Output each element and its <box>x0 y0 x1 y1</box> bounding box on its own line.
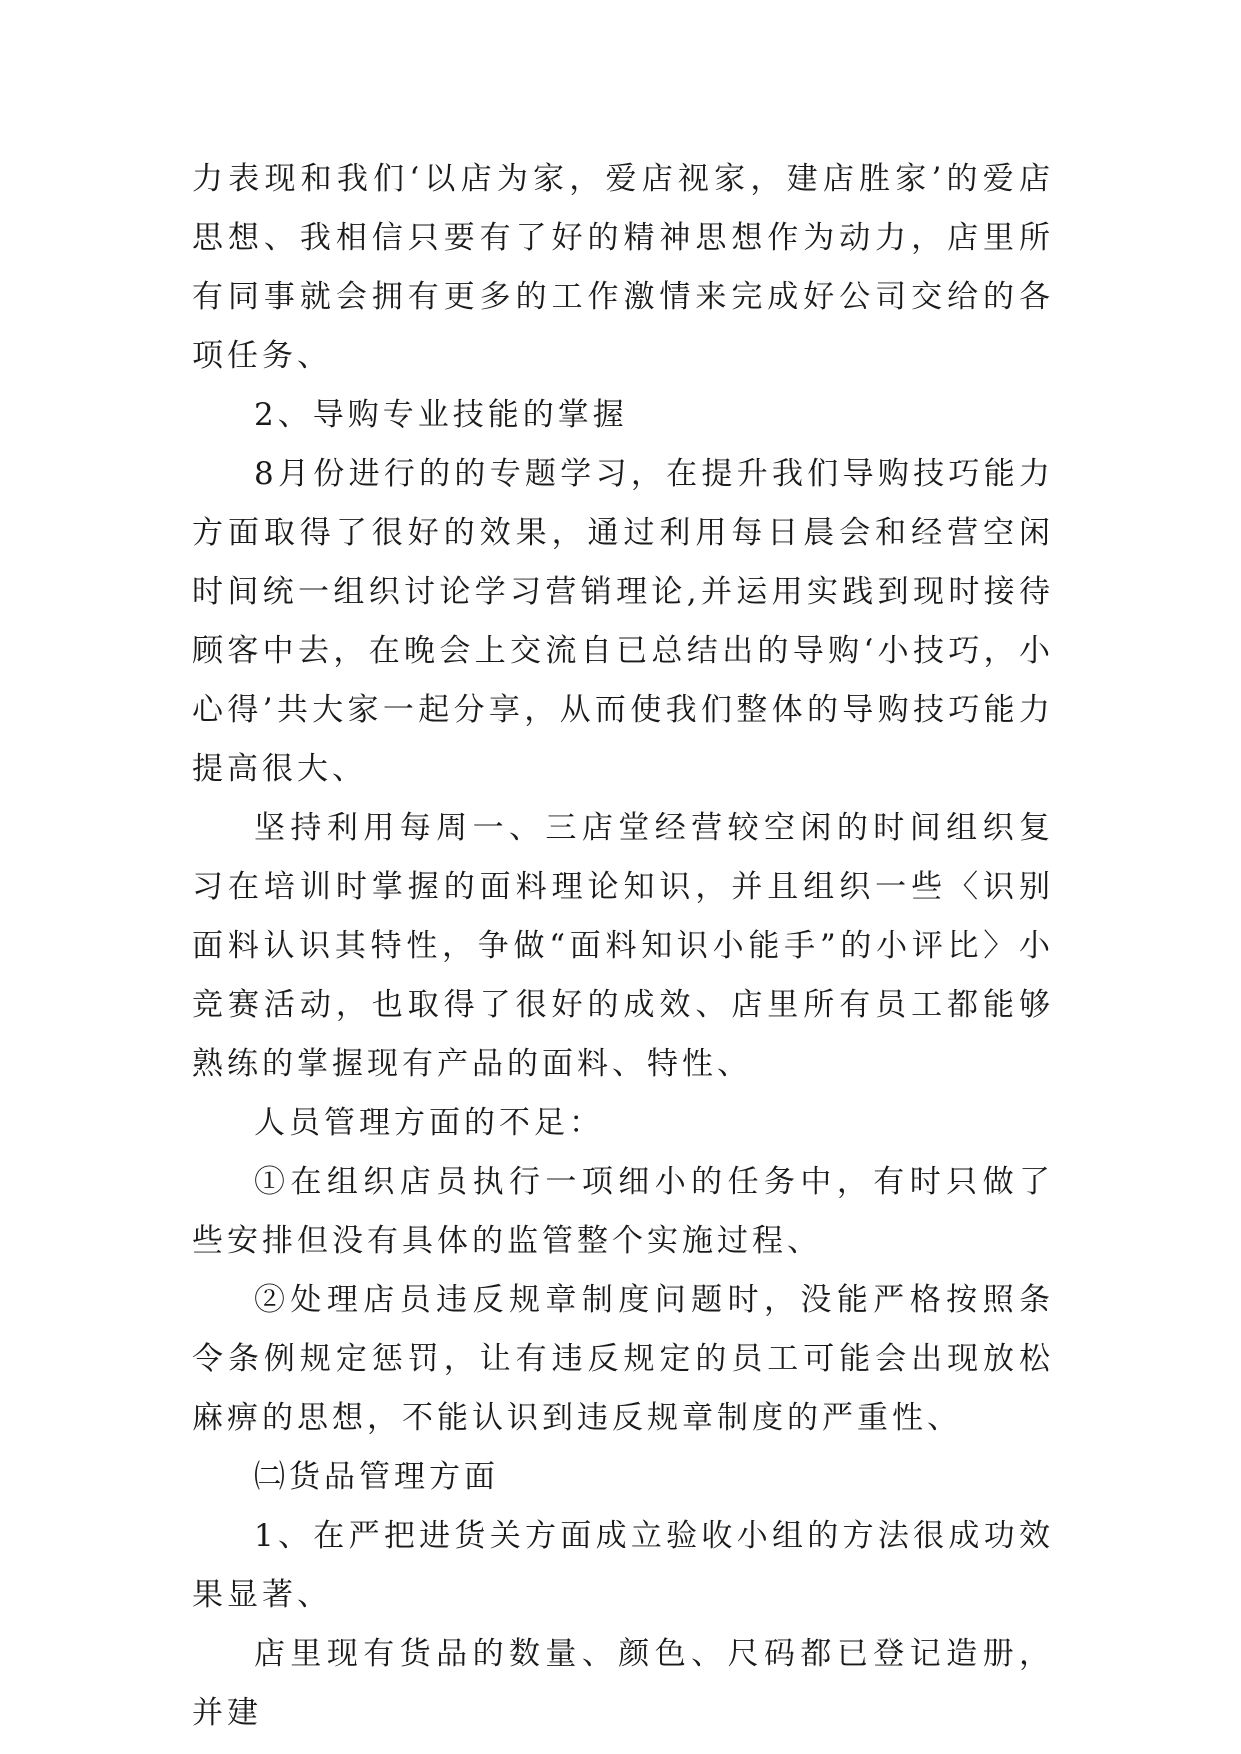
paragraph-8-heading: ㈡货品管理方面 <box>254 1459 499 1495</box>
paragraph-4: 坚持利用每周一、三店堂经营较空闲的时间组织复习在培训时掌握的面料理论知识，并且组织一些〈识别面料认识其特性，争做“面料知识小能手”的小评比〉小竞赛活动，也取得了很好的成效、店里所有员工都能够熟练的掌握现有产品的面料、特性、 <box>192 810 1054 1082</box>
paragraph-5-heading: 人员管理方面的不足： <box>254 1105 604 1141</box>
paragraph-9: 1、在严把进货关方面成立验收小组的方法很成功效果显著、 <box>192 1518 1054 1613</box>
paragraph-3: 8月份进行的的专题学习，在提升我们导购技巧能力方面取得了很好的效果，通过利用每日晨会和经营空闲时间统一组织讨论学习营销理论,并运用实践到现时接待顾客中去，在晚会上交流自已总结出的导购‘小技巧，小心得’共大家一起分享，从而使我们整体的导购技巧能力提高很大、 <box>192 456 1054 787</box>
paragraph-7: ②处理店员违反规章制度问题时，没能严格按照条令条例规定惩罚，让有违反规定的员工可能会出现放松麻痹的思想，不能认识到违反规章制度的严重性、 <box>192 1282 1054 1436</box>
paragraph-6: ①在组织店员执行一项细小的任务中，有时只做了些安排但没有具体的监管整个实施过程、 <box>192 1164 1054 1259</box>
paragraph-2-heading: 2、导购专业技能的掌握 <box>254 397 628 433</box>
paragraph-10: 店里现有货品的数量、颜色、尺码都已登记造册，并建 <box>192 1636 1054 1731</box>
paragraph-1: 力表现和我们‘以店为家，爱店视家，建店胜家’的爱店思想、我相信只要有了好的精神思想作为动力，店里所有同事就会拥有更多的工作激情来完成好公司交给的各项任务、 <box>192 161 1054 374</box>
document-body <box>192 150 1054 1743</box>
